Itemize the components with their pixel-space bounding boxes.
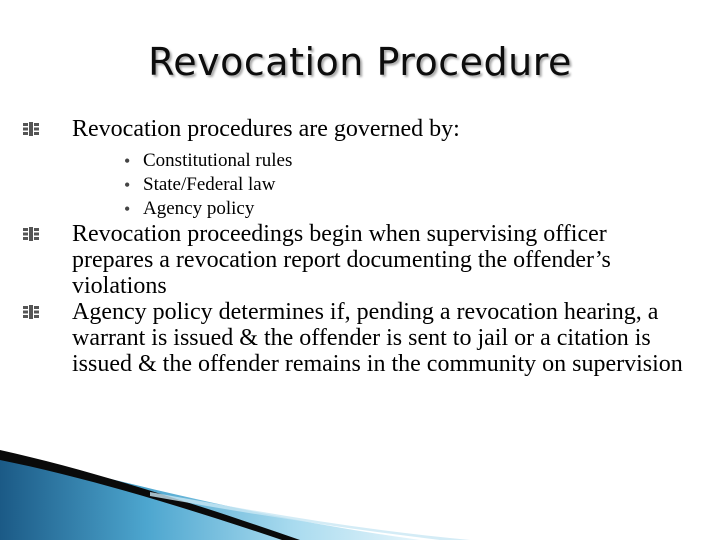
slide-title: Revocation Procedure: [148, 40, 572, 84]
sub-bullet-text: State/Federal law: [143, 174, 276, 195]
corner-swoosh-decoration: [0, 440, 720, 540]
sub-bullet-text: Agency policy: [143, 198, 255, 219]
dot-bullet-icon: •: [124, 151, 131, 171]
bullet-item-proceedings: [22, 221, 694, 299]
sub-bullet-list: [72, 149, 694, 221]
sub-bullet-item: [72, 173, 694, 197]
bullet-item-agency-policy: [22, 299, 694, 377]
sub-bullet-item: [72, 149, 694, 173]
dot-bullet-icon: •: [124, 175, 131, 195]
bullet-list: [22, 116, 694, 377]
bullet-item-governed-by: [22, 116, 694, 221]
bullet-text: Revocation procedures are governed by:: [72, 116, 460, 142]
sub-bullet-item: [72, 197, 694, 221]
sub-bullet-text: Constitutional rules: [143, 150, 293, 171]
bullet-text: Agency policy determines if, pending a revocation hearing, a warrant is issued & the offender is sent to jail or a citation is issued & the offender remains in the community on supervision: [72, 299, 683, 377]
box-bullet-icon: [22, 122, 40, 136]
dot-bullet-icon: •: [124, 199, 131, 219]
bullet-text: Revocation proceedings begin when supervising officer prepares a revocation report documenting the offender’s violations: [72, 221, 611, 299]
box-bullet-icon: [22, 305, 40, 319]
box-bullet-icon: [22, 227, 40, 241]
